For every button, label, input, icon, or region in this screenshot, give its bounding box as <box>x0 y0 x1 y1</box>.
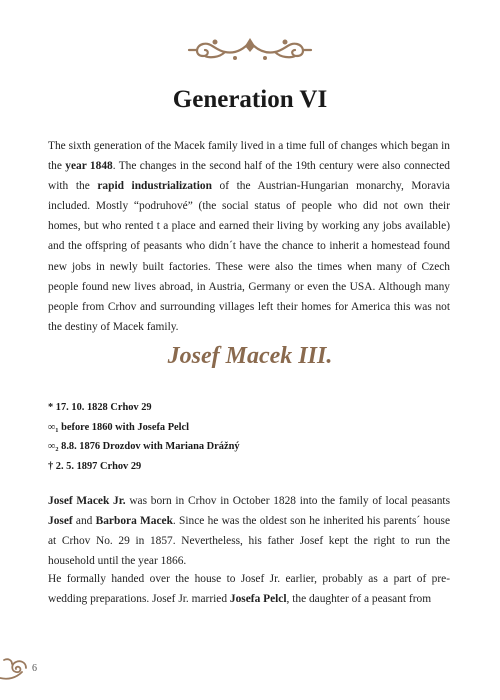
intro-paragraph: The sixth generation of the Macek family lived in a time full of changes which began in the year 1848. The changes in the second half of the 19th century were also connected with the rapid industrialization of the Austrian-Hungarian monarchy, Moravia included. Mostly “podruhové” (the social status of people who did not own their homes, but who rented t a place and earned their living by working any jobs available) and the offspring of peasants who didn´t have the chance to inherit a homestead found new jobs in newly built factories. These were also the times when many of Czech people found new lives abroad, in Austria, Germany or even the USA. Although many people from Crhov and surrounding villages left their homes for America this was not the destiny of Macek family. <box>48 140 450 333</box>
vital-facts-list <box>48 398 240 476</box>
floral-flourish-icon <box>185 36 315 62</box>
page-title: Generation VI <box>172 86 328 113</box>
section-subtitle: Josef Macek III. <box>167 343 333 369</box>
fact-birth: * 17. 10. 1828 Crhov 29 <box>48 402 152 413</box>
bold-industrialization: rapid industrialization <box>97 180 212 193</box>
bold-year: year 1848 <box>65 160 113 173</box>
swirl-flourish-icon <box>0 654 34 684</box>
biography-paragraph-2: He formally handed over the house to Josef Jr. earlier, probably as a part of pre-wedding preparations. Josef Jr. married Josefa Pelcl, the daughter of a peasant from <box>48 573 450 606</box>
page-number: 6 <box>32 663 37 674</box>
fact-marriage-2: ∞₂ 8.8. 1876 Drozdov with Mariana Drážný <box>48 441 240 453</box>
fact-death: † 2. 5. 1897 Crhov 29 <box>48 460 142 472</box>
biography-paragraph-1: Josef Macek Jr. was born in Crhov in October 1828 into the family of local peasants Josef and Barbora Macek. Since he was the oldest son he inherited his parents´ house at Crhov No. 29 in 1857. Nevertheless, his father Josef kept the right to run the household until the year 1866. <box>48 495 451 568</box>
fact-marriage-1: ∞₁ before 1860 with Josefa Pelcl <box>48 421 190 433</box>
